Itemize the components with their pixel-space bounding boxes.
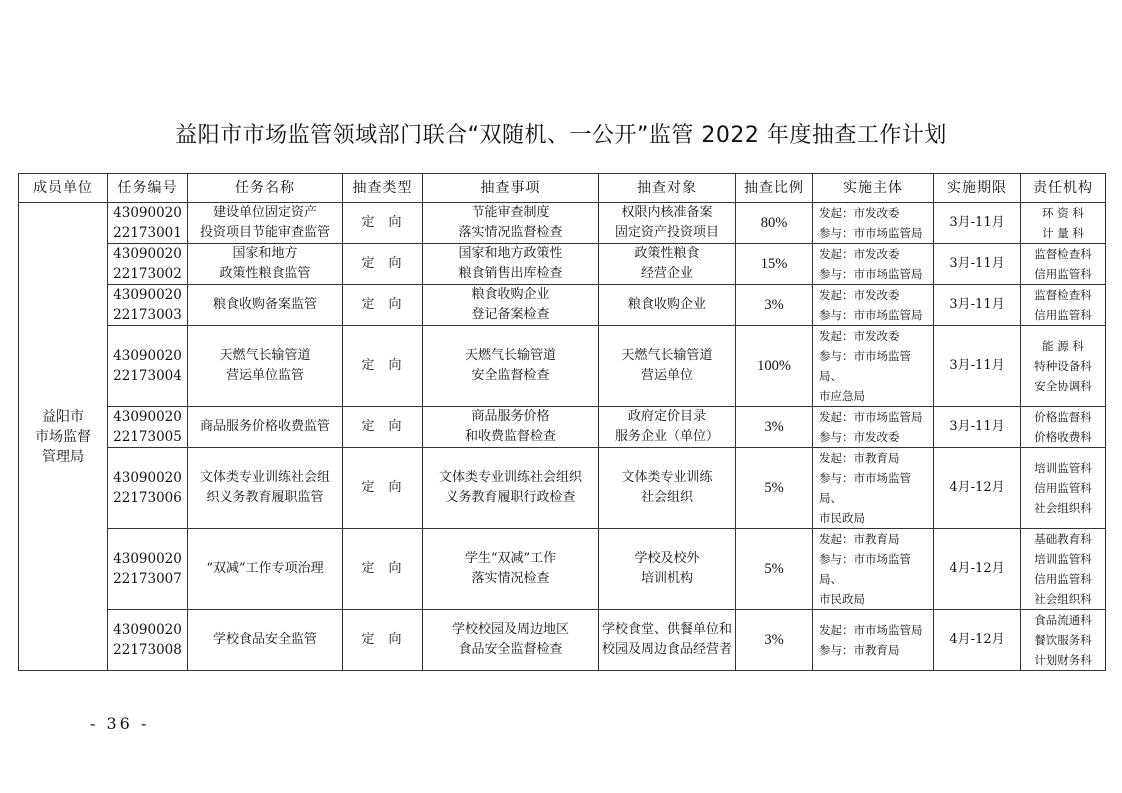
- responsible-agency-line: 监督检查科: [1034, 247, 1092, 261]
- inspection-type-cell: 定向: [343, 203, 423, 244]
- inspection-item-line: 落实情况检查: [471, 571, 550, 586]
- inspection-item-line: 学生“双减”工作: [464, 551, 557, 566]
- implementing-body-line: 发起：市发改委: [819, 329, 900, 343]
- task-name-line: 粮食收购备案监管: [212, 297, 317, 312]
- implementing-body-line: 参与：市市场监管局: [819, 226, 923, 240]
- task-code-cell: [108, 407, 188, 448]
- member-unit-cell: [19, 203, 108, 671]
- member-unit-line: 管理局: [42, 448, 84, 465]
- implementing-body-cell: [813, 407, 934, 448]
- responsible-agency-line: 基础教育科: [1034, 532, 1092, 546]
- header-member-unit: 成员单位: [19, 174, 108, 203]
- inspection-item-line: 天燃气长输管道: [464, 348, 556, 363]
- responsible-agency-line: 安全协调科: [1034, 379, 1092, 393]
- inspection-item-line: 文体类专业训练社会组织: [438, 470, 582, 485]
- implementing-body-cell: [813, 326, 934, 407]
- responsible-agency-line: 价格收费科: [1034, 430, 1092, 444]
- header-inspection-type: 抽查类型: [343, 174, 423, 203]
- inspection-ratio-cell: 15%: [736, 244, 813, 285]
- implementing-body-line: 参与：市市场监管局: [819, 267, 923, 281]
- inspection-ratio-cell: 3%: [736, 610, 813, 671]
- implementing-body-cell: [813, 529, 934, 610]
- responsible-agency-line: 特种设备科: [1034, 359, 1092, 373]
- responsible-agency-line: 餐饮服务科: [1034, 633, 1092, 647]
- implementing-body-line: 市民政局: [819, 592, 865, 606]
- inspection-object-line: 政府定价目录: [627, 409, 706, 424]
- inspection-object-line: 培训机构: [640, 571, 693, 586]
- inspection-object-line: 文体类专业训练: [621, 470, 713, 485]
- inspection-item-line: 粮食收购企业: [471, 287, 550, 302]
- period-cell: 3月-11月: [934, 203, 1021, 244]
- task-code-cell: [108, 326, 188, 407]
- task-code-line: 22173001: [113, 225, 182, 241]
- inspection-item-line: 落实情况监督检查: [458, 225, 563, 240]
- inspection-item-line: 登记备案检查: [471, 307, 550, 322]
- inspection-object-line: 天燃气长输管道: [621, 348, 713, 363]
- inspection-object-cell: [599, 203, 736, 244]
- inspection-type-cell: 定向: [343, 610, 423, 671]
- task-name-line: 营运单位监管: [225, 368, 304, 383]
- inspection-object-cell: [599, 529, 736, 610]
- implementing-body-line: 参与：市市场监管局、: [819, 552, 911, 586]
- implementing-body-line: 市应急局: [819, 389, 865, 403]
- inspection-item-line: 学校校园及周边地区: [451, 622, 569, 637]
- implementing-body-line: 发起：市教育局: [819, 532, 900, 546]
- inspection-item-cell: [423, 326, 599, 407]
- responsible-agency-cell: [1021, 326, 1106, 407]
- inspection-type-cell: 定向: [343, 326, 423, 407]
- inspection-object-cell: [599, 244, 736, 285]
- task-name-line: 国家和地方: [232, 246, 298, 261]
- responsible-agency-cell: [1021, 407, 1106, 448]
- task-name-cell: [188, 610, 343, 671]
- table-row: [19, 326, 1106, 407]
- implementing-body-line: 发起：市发改委: [819, 288, 900, 302]
- inspection-ratio-cell: 80%: [736, 203, 813, 244]
- implementing-body-line: 发起：市教育局: [819, 451, 900, 465]
- inspection-object-line: 粮食收购企业: [627, 297, 706, 312]
- implementing-body-line: 市民政局: [819, 511, 865, 525]
- inspection-object-line: 固定资产投资项目: [614, 225, 719, 240]
- task-name-line: “双减”工作专项治理: [206, 561, 324, 576]
- responsible-agency-line: 环 资 科: [1042, 206, 1084, 220]
- task-name-line: 天燃气长输管道: [219, 348, 311, 363]
- responsible-agency-line: 计 量 科: [1042, 226, 1084, 240]
- period-cell: 4月-12月: [934, 448, 1021, 529]
- table-header-row: [19, 174, 1106, 203]
- inspection-item-line: 节能审查制度: [471, 205, 550, 220]
- inspection-item-cell: [423, 610, 599, 671]
- period-cell: 3月-11月: [934, 407, 1021, 448]
- task-code-line: 22173005: [113, 429, 182, 445]
- member-unit-line: 益阳市: [42, 408, 84, 425]
- inspection-type-cell: 定向: [343, 407, 423, 448]
- header-inspection-object: 抽查对象: [599, 174, 736, 203]
- member-unit-line: 市场监督: [35, 428, 91, 445]
- implementing-body-line: 发起：市发改委: [819, 206, 900, 220]
- inspection-item-cell: [423, 448, 599, 529]
- inspection-object-line: 服务企业（单位）: [614, 429, 719, 444]
- responsible-agency-line: 监督检查科: [1034, 288, 1092, 302]
- task-name-line: 政策性粮食监管: [219, 266, 311, 281]
- responsible-agency-cell: [1021, 285, 1106, 326]
- table-row: [19, 448, 1106, 529]
- inspection-item-line: 粮食销售出库检查: [458, 266, 563, 281]
- task-code-line: 43090020: [113, 470, 182, 486]
- inspection-item-line: 义务教育履职行政检查: [445, 490, 576, 505]
- table-row: [19, 407, 1106, 448]
- inspection-item-line: 国家和地方政策性: [458, 246, 563, 261]
- implementing-body-cell: [813, 244, 934, 285]
- table-row: [19, 610, 1106, 671]
- task-name-line: 学校食品安全监管: [212, 632, 317, 647]
- task-code-cell: [108, 448, 188, 529]
- inspection-ratio-cell: 100%: [736, 326, 813, 407]
- header-inspection-ratio: 抽查比例: [736, 174, 813, 203]
- inspection-object-cell: [599, 448, 736, 529]
- inspection-item-cell: [423, 529, 599, 610]
- task-code-line: 22173002: [113, 266, 182, 282]
- header-period: 实施期限: [934, 174, 1021, 203]
- responsible-agency-line: 培训监管科: [1034, 461, 1092, 475]
- task-code-cell: [108, 244, 188, 285]
- task-code-line: 43090020: [113, 287, 182, 303]
- inspection-object-line: 学校及校外: [634, 551, 700, 566]
- implementing-body-cell: [813, 610, 934, 671]
- task-name-line: 商品服务价格收费监管: [199, 419, 330, 434]
- inspection-object-line: 权限内核准备案: [621, 205, 713, 220]
- task-code-line: 43090020: [113, 205, 182, 221]
- task-name-cell: [188, 285, 343, 326]
- table-row: [19, 285, 1106, 326]
- inspection-ratio-cell: 3%: [736, 285, 813, 326]
- implementing-body-line: 发起：市市场监管局: [819, 623, 923, 637]
- inspection-plan-table: [18, 173, 1106, 671]
- period-cell: 4月-12月: [934, 529, 1021, 610]
- inspection-object-cell: [599, 285, 736, 326]
- responsible-agency-cell: [1021, 610, 1106, 671]
- responsible-agency-cell: [1021, 244, 1106, 285]
- task-name-cell: [188, 407, 343, 448]
- responsible-agency-line: 社会组织科: [1034, 501, 1092, 515]
- page-number: - 36 -: [90, 714, 150, 733]
- implementing-body-line: 参与：市市场监管局、: [819, 349, 911, 383]
- task-code-cell: [108, 610, 188, 671]
- inspection-item-cell: [423, 285, 599, 326]
- inspection-object-cell: [599, 407, 736, 448]
- inspection-ratio-cell: 3%: [736, 407, 813, 448]
- inspection-item-cell: [423, 244, 599, 285]
- task-code-line: 22173007: [113, 571, 182, 587]
- inspection-object-cell: [599, 610, 736, 671]
- implementing-body-cell: [813, 285, 934, 326]
- responsible-agency-line: 信用监管科: [1034, 481, 1092, 495]
- responsible-agency-cell: [1021, 203, 1106, 244]
- task-code-line: 43090020: [113, 246, 182, 262]
- header-task-code: 任务编号: [108, 174, 188, 203]
- period-cell: 3月-11月: [934, 326, 1021, 407]
- responsible-agency-line: 社会组织科: [1034, 592, 1092, 606]
- inspection-object-line: 政策性粮食: [634, 246, 700, 261]
- task-name-cell: [188, 529, 343, 610]
- task-code-line: 22173008: [113, 642, 182, 658]
- task-code-line: 43090020: [113, 409, 182, 425]
- implementing-body-line: 参与：市市场监管局: [819, 308, 923, 322]
- responsible-agency-line: 培训监管科: [1034, 552, 1092, 566]
- task-name-line: 文体类专业训练社会组: [199, 470, 330, 485]
- task-name-cell: [188, 244, 343, 285]
- inspection-object-line: 校园及周边食品经营者: [601, 642, 732, 657]
- inspection-item-line: 商品服务价格: [471, 409, 550, 424]
- task-code-line: 22173006: [113, 490, 182, 506]
- inspection-item-line: 和收费监督检查: [464, 429, 556, 444]
- responsible-agency-line: 信用监管科: [1034, 572, 1092, 586]
- task-name-cell: [188, 448, 343, 529]
- inspection-object-line: 社会组织: [640, 490, 693, 505]
- task-name-line: 投资项目节能审查监管: [199, 225, 330, 240]
- header-implementing-body: 实施主体: [813, 174, 934, 203]
- implementing-body-line: 参与：市教育局: [819, 643, 900, 657]
- inspection-ratio-cell: 5%: [736, 448, 813, 529]
- header-inspection-item: 抽查事项: [423, 174, 599, 203]
- implementing-body-line: 发起：市市场监管局: [819, 410, 923, 424]
- header-responsible-agency: 责任机构: [1021, 174, 1106, 203]
- responsible-agency-line: 食品流通科: [1034, 613, 1092, 627]
- task-code-line: 22173004: [113, 368, 182, 384]
- period-cell: 4月-12月: [934, 610, 1021, 671]
- task-code-line: 43090020: [113, 551, 182, 567]
- table-row: [19, 529, 1106, 610]
- inspection-item-cell: [423, 407, 599, 448]
- responsible-agency-cell: [1021, 448, 1106, 529]
- table-row: [19, 244, 1106, 285]
- inspection-ratio-cell: 5%: [736, 529, 813, 610]
- inspection-type-cell: 定向: [343, 244, 423, 285]
- task-code-line: 43090020: [113, 348, 182, 364]
- inspection-object-line: 学校食堂、供餐单位和: [601, 622, 732, 637]
- task-name-cell: [188, 203, 343, 244]
- task-code-cell: [108, 203, 188, 244]
- inspection-type-cell: 定向: [343, 285, 423, 326]
- inspection-item-cell: [423, 203, 599, 244]
- task-code-cell: [108, 529, 188, 610]
- document-title: 益阳市市场监管领域部门联合“双随机、一公开”监管 2022 年度抽查工作计划: [175, 123, 947, 148]
- task-name-line: 织义务教育履职监管: [206, 490, 324, 505]
- responsible-agency-line: 信用监管科: [1034, 308, 1092, 322]
- header-task-name: 任务名称: [188, 174, 343, 203]
- task-name-line: 建设单位固定资产: [212, 205, 317, 220]
- task-name-cell: [188, 326, 343, 407]
- implementing-body-line: 发起：市发改委: [819, 247, 900, 261]
- implementing-body-line: 参与：市发改委: [819, 430, 900, 444]
- implementing-body-cell: [813, 448, 934, 529]
- inspection-type-cell: 定向: [343, 448, 423, 529]
- inspection-item-line: 食品安全监督检查: [458, 642, 563, 657]
- responsible-agency-line: 能 源 科: [1042, 339, 1084, 353]
- inspection-type-cell: 定向: [343, 529, 423, 610]
- implementing-body-cell: [813, 203, 934, 244]
- responsible-agency-cell: [1021, 529, 1106, 610]
- responsible-agency-line: 价格监督科: [1034, 410, 1092, 424]
- period-cell: 3月-11月: [934, 285, 1021, 326]
- inspection-item-line: 安全监督检查: [471, 368, 550, 383]
- implementing-body-line: 参与：市市场监管局、: [819, 471, 911, 505]
- responsible-agency-line: 计划财务科: [1034, 653, 1092, 667]
- task-code-line: 22173003: [113, 307, 182, 323]
- inspection-object-line: 营运单位: [640, 368, 693, 383]
- table-row: [19, 203, 1106, 244]
- task-code-line: 43090020: [113, 622, 182, 638]
- inspection-object-cell: [599, 326, 736, 407]
- task-code-cell: [108, 285, 188, 326]
- period-cell: 3月-11月: [934, 244, 1021, 285]
- responsible-agency-line: 信用监管科: [1034, 267, 1092, 281]
- inspection-object-line: 经营企业: [640, 266, 693, 281]
